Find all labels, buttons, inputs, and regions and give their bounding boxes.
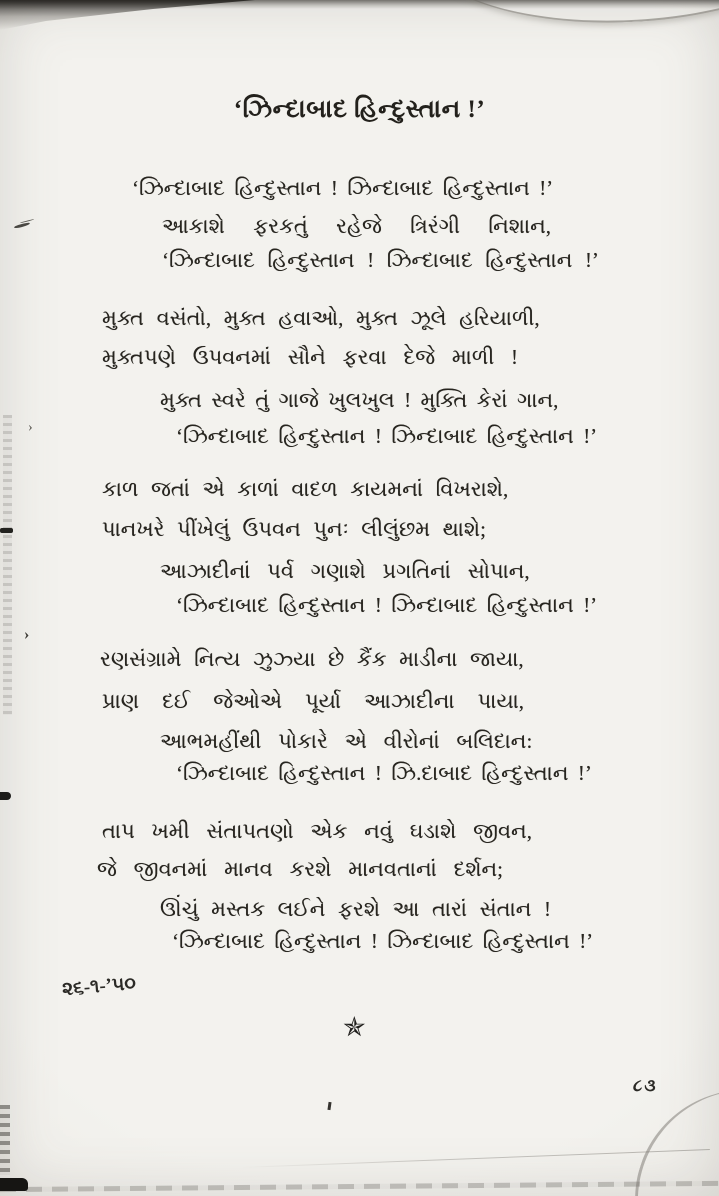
poem-line: મુક્ત સ્વરે તું ગાજે ખુલખુલ ! મુક્તિ કેરાં ગાન,	[160, 388, 559, 412]
poem-refrain-line: ‘ઝિન્દાબાદ હિન્દુસ્તાન ! ઝિ.દાબાદ હિન્દુસ્તાન !’	[176, 761, 592, 785]
star-ornament-icon: ✯	[343, 1012, 366, 1042]
poem-title: ‘ઝિન્દાબાદ હિન્દુસ્તાન !’	[233, 96, 486, 123]
bottom-tick-mark	[327, 1102, 331, 1110]
poem-line: જે જીવનમાં માનવ કરશે માનવતાનાં દર્શન;	[97, 857, 504, 881]
poem-line: ‘ઝિન્દાબાદ હિન્દુસ્તાન ! ઝિન્દાબાદ હિન્દુસ્તાન !’	[162, 248, 599, 272]
left-binding-texture	[3, 415, 12, 715]
poem-line: ઊંચું મસ્તક લઈને ફરશે આ તારાં સંતાન !	[160, 897, 551, 921]
poem-line: આઝાદીનાં પર્વ ગણાશે પ્રગતિનાં સોપાન,	[160, 559, 530, 583]
poem-line: આકાશે ફરકતું રહેજે ત્રિરંગી નિશાન,	[162, 214, 552, 238]
poem-refrain-line: ‘ઝિન્દાબાદ હિન્દુસ્તાન ! ઝિન્દાબાદ હિન્દુસ્તાન !’	[176, 593, 598, 617]
poem-line: ‘ઝિન્દાબાદ હિન્દુસ્તાન ! ઝિન્દાબાદ હિન્દુસ્તાન !’	[132, 176, 554, 200]
margin-caret-mark: ›	[28, 420, 33, 435]
bottom-right-page-curl-line	[606, 1061, 719, 1196]
poem-line: રણસંગ્રામે નિત્ય ઝુઝ્યા છે કૈંક માડીના જાયા,	[100, 647, 524, 671]
top-edge-shadow	[0, 0, 719, 9]
margin-ink-dash	[0, 528, 13, 533]
poem-line: મુક્તપણે ઉપવનમાં સૌને ફરવા દેજે માળી !	[102, 345, 519, 369]
poem-line: તાપ ખમી સંતાપતણો એક નવું ઘડાશે જીવન,	[102, 819, 532, 843]
left-binding-texture-bottom	[0, 1105, 10, 1175]
bottom-left-ink-blob	[0, 1178, 28, 1191]
poem-line: પાનખરે પીંખેલું ઉપવન પુનઃ લીલુંછમ થાશે;	[102, 517, 486, 541]
poem-line: આભમહીંથી પોકારે એ વીરોનાં બલિદાન:	[160, 729, 533, 753]
margin-caret-mark: ›	[24, 626, 30, 643]
margin-squiggle-mark	[14, 222, 30, 229]
poem-refrain-line: ‘ઝિન્દાબાદ હિન્દુસ્તાન ! ઝિન્દાબાદ હિન્દુસ્તાન !’	[176, 424, 598, 448]
top-left-corner-shadow	[0, 0, 255, 30]
bottom-edge-shadow	[0, 1181, 719, 1192]
bottom-diagonal-crease	[240, 1149, 710, 1168]
margin-ink-blob	[0, 792, 11, 800]
top-right-page-curl-line	[416, 0, 719, 33]
composition-date: ૨૬-૧-’૫૦	[61, 972, 137, 1001]
poem-refrain-line: ‘ઝિન્દાબાદ હિન્દુસ્તાન ! ઝિન્દાબાદ હિન્દુસ્તાન !’	[172, 929, 594, 953]
poem-line: કાળ જતાં એ કાળાં વાદળ કાયમનાં વિખરાશે,	[102, 477, 509, 501]
page-number: ૮૩	[632, 1076, 659, 1095]
poem-line: પ્રાણ દઈ જેઓએ પૂર્યા આઝાદીના પાયા,	[102, 689, 525, 713]
poem-line: મુક્ત વસંતો, મુક્ત હવાઓ, મુક્ત ઝૂલે હરિયાળી,	[102, 306, 540, 330]
